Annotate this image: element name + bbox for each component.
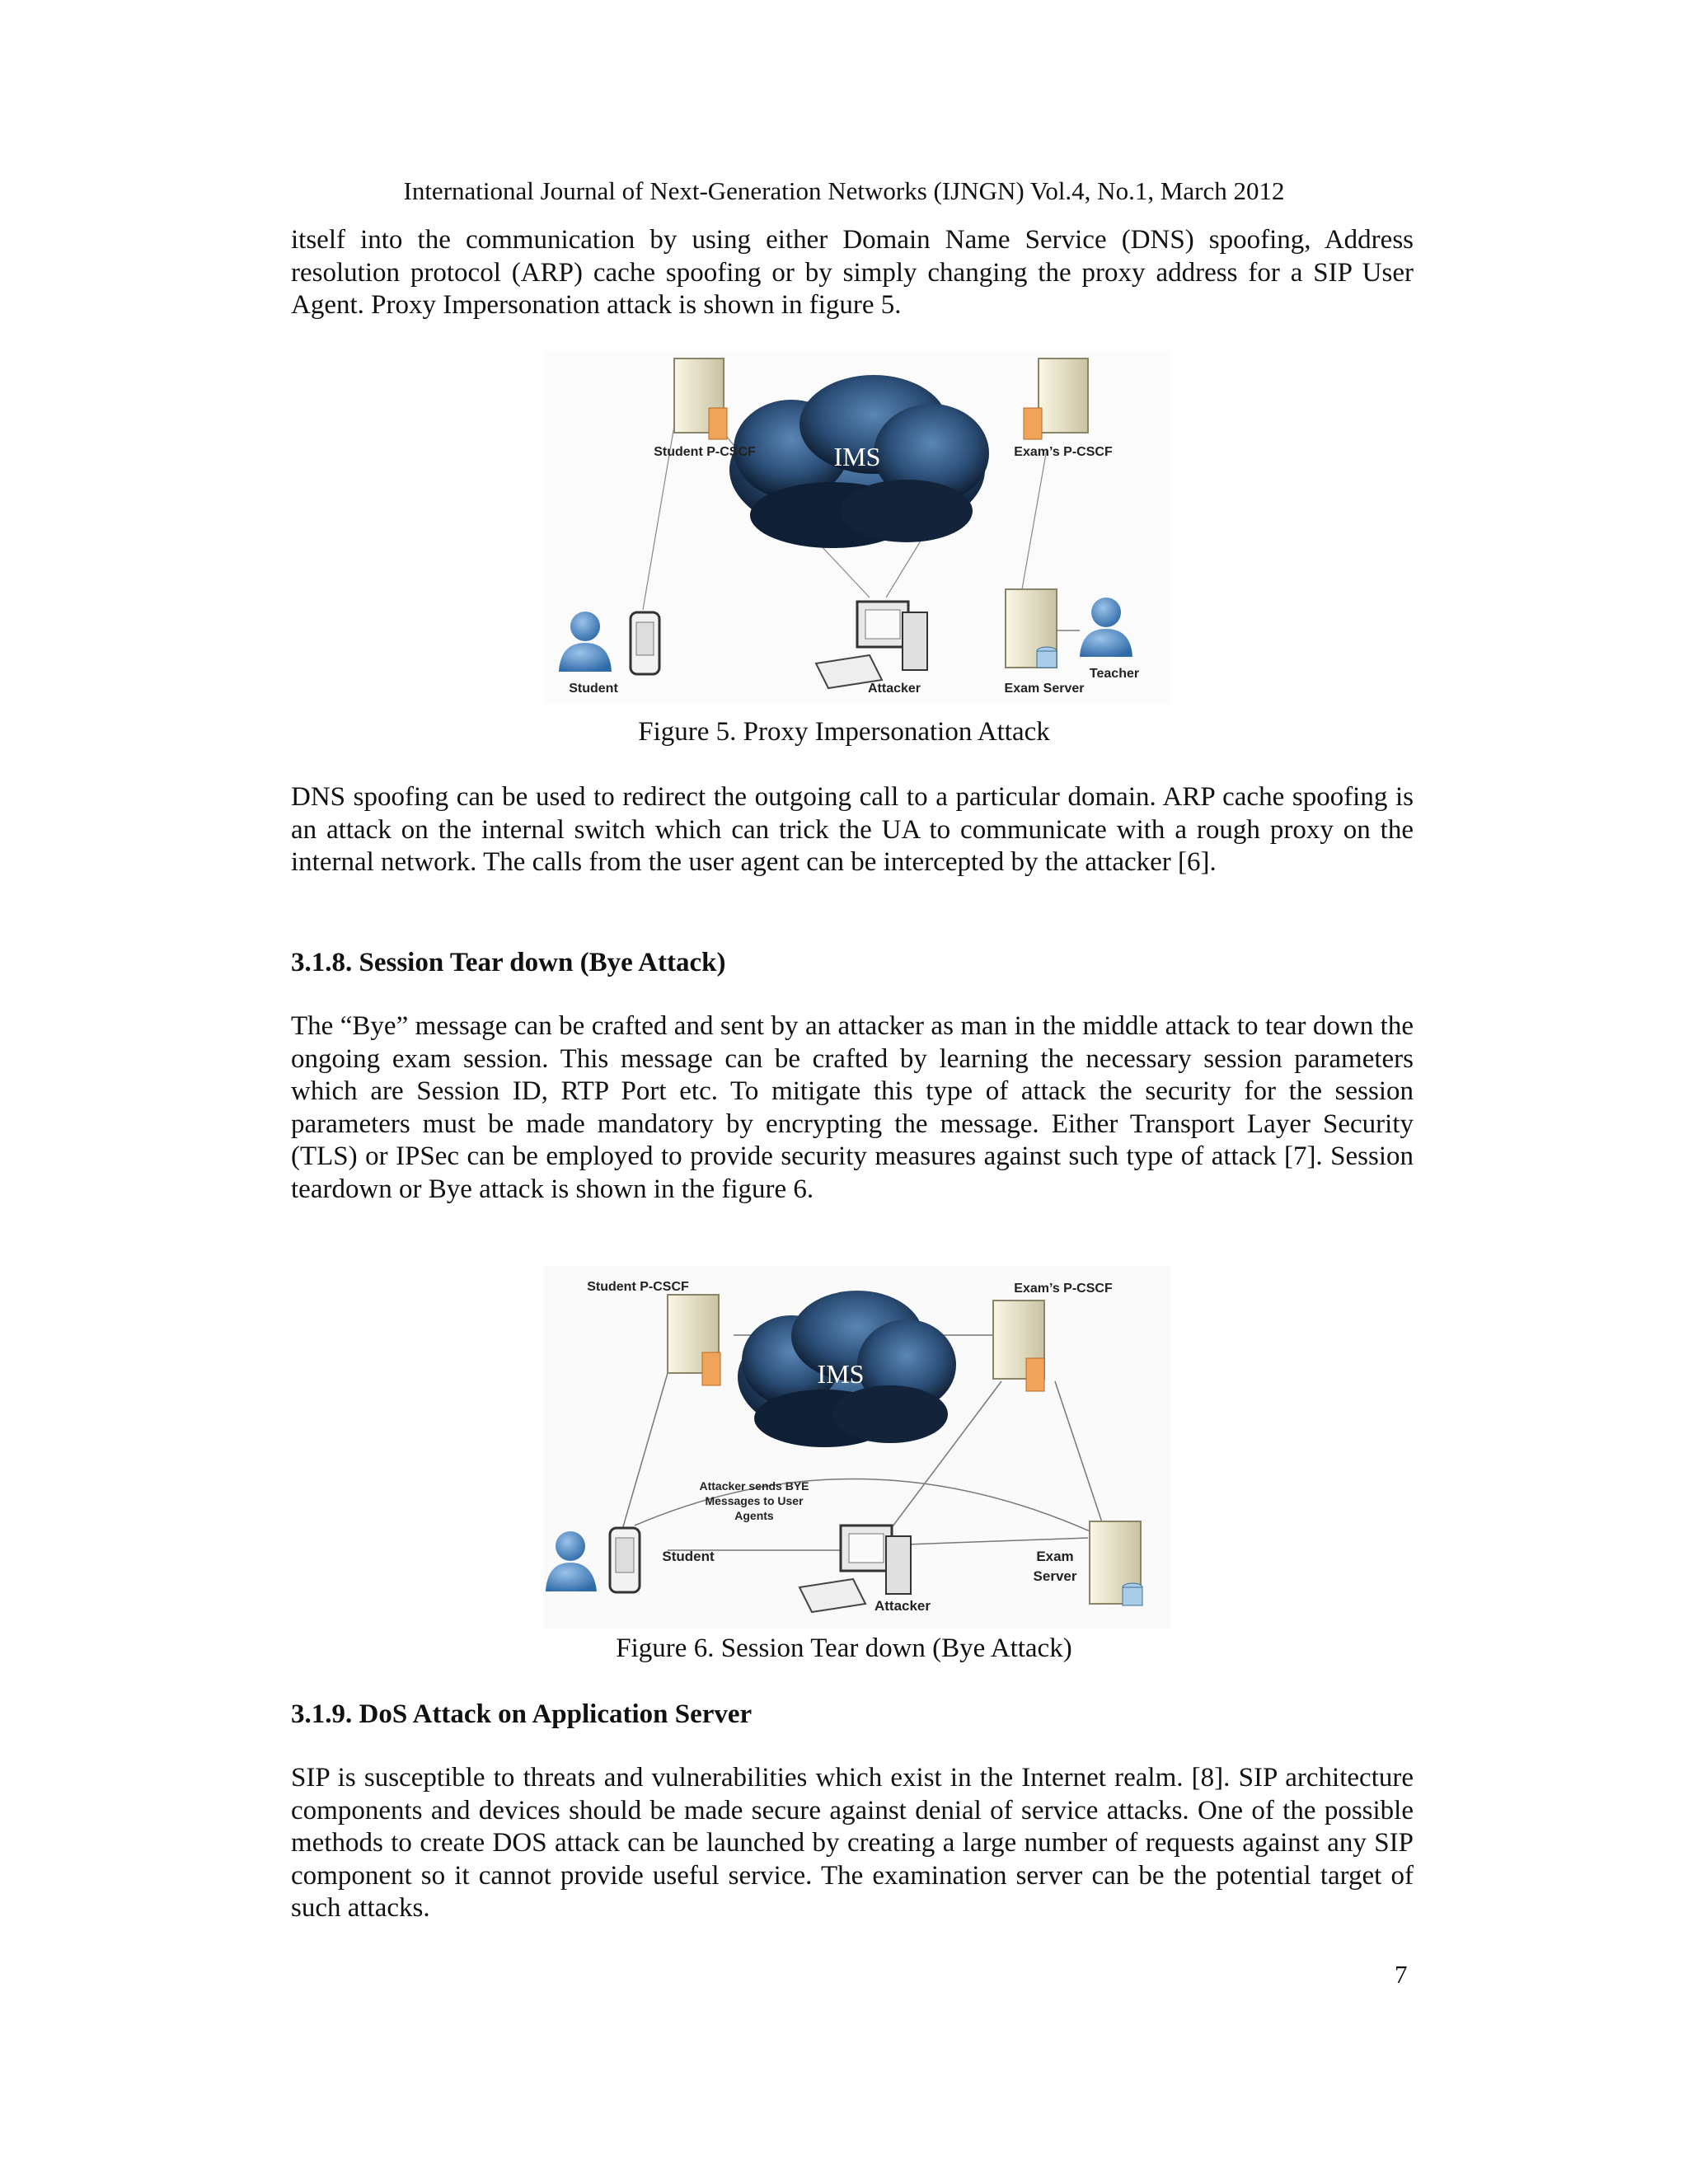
exams-pcscf-server-icon: [993, 1301, 1044, 1391]
ims-label: IMS: [833, 442, 881, 471]
fig5-exams-pcscf-label: Exam’s P-CSCF: [1014, 445, 1113, 459]
exam-server-icon: [1090, 1521, 1142, 1605]
fig6-exam-label-2: Server: [1033, 1568, 1077, 1584]
student-pcscf-server-icon: [674, 359, 727, 439]
fig5-student-label: Student: [569, 682, 618, 696]
fig6-bye-label-1: Attacker sends BYE: [699, 1479, 809, 1493]
fig6-bye-label-2: Messages to User: [705, 1494, 804, 1507]
fig6-student-pcscf-label: Student P-CSCF: [587, 1280, 689, 1294]
section-heading-3-1-8: 3.1.8. Session Tear down (Bye Attack): [291, 948, 726, 977]
fig6-attacker-label: Attacker: [874, 1598, 931, 1614]
figure-6-caption: Figure 6. Session Tear down (Bye Attack): [616, 1633, 1072, 1663]
fig5-exam-server-label: Exam Server: [1004, 682, 1085, 696]
section-heading-3-1-9: 3.1.9. DoS Attack on Application Server: [291, 1699, 753, 1729]
student-pcscf-server-icon: [668, 1295, 720, 1385]
paragraph-bye-attack: The “Bye” message can be crafted and sent by an attacker as man in the middle attack to tear down the ongoing exam session. This message can be crafted by learning the necessary session parameters which are Session ID, RTP Port etc. To mitigate this type of attack the security for the session parameters must be made mandatory by encrypting the message. Either Transport Layer Security (TLS) or IPSec can be employed to provide security measures against such type of attack [7]. Session teardown or Bye attack is shown in the figure 6.: [291, 1011, 1414, 1204]
fig5-attacker-label: Attacker: [867, 682, 921, 696]
paragraph-dos-attack: SIP is susceptible to threats and vulnerabilities which exist in the Internet realm. [8]. SIP architecture components and devices should be made secure against denial of service attacks. One of the possible methods to create DOS attack can be launched by creating a large number of requests against any SIP component so it cannot provide useful service. The examination server can be the potential target of such attacks.: [291, 1763, 1414, 1923]
ims-label: IMS: [817, 1359, 865, 1389]
fig5-student-pcscf-label: Student P-CSCF: [654, 445, 756, 459]
figure-5-diagram: [544, 350, 1170, 705]
fig5-teacher-label: Teacher: [1089, 667, 1140, 681]
figure-6-diagram: [544, 1266, 1170, 1629]
student-phone-icon: [631, 612, 659, 674]
figure-5-caption: Figure 5. Proxy Impersonation Attack: [638, 717, 1050, 747]
running-header: International Journal of Next-Generation Networks (IJNGN) Vol.4, No.1, March 2012: [403, 176, 1285, 205]
page-number: 7: [1395, 1960, 1408, 1989]
paragraph-intro: itself into the communication by using either Domain Name Service (DNS) spoofing, Address resolution protocol (ARP) cache spoofing or by simply changing the proxy address for a SIP User Agent. Proxy Impersonation attack is shown in figure 5.: [291, 225, 1414, 320]
fig6-bye-label-3: Agents: [734, 1509, 774, 1522]
fig6-student-label: Student: [662, 1549, 715, 1564]
fig6-exams-pcscf-label: Exam’s P-CSCF: [1014, 1282, 1113, 1296]
paragraph-dns-spoofing: DNS spoofing can be used to redirect the outgoing call to a particular domain. ARP cache spoofing is an attack on the internal switch which can trick the UA to communicate with a rough proxy on the internal network. The calls from the user agent can be intercepted by the attacker [6].: [291, 782, 1414, 877]
fig6-exam-label-1: Exam: [1036, 1549, 1074, 1564]
exam-server-icon: [1006, 589, 1057, 668]
student-phone-icon: [610, 1528, 640, 1592]
